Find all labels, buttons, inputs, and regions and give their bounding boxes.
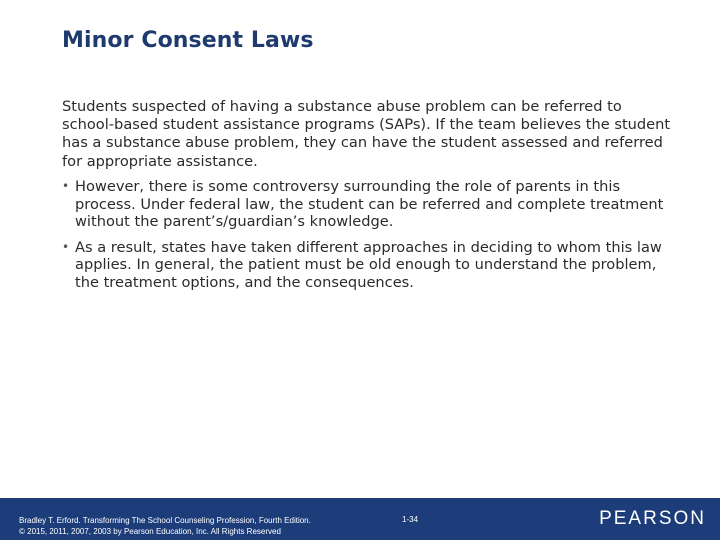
bullet-item	[62, 178, 672, 231]
bullet-item	[62, 239, 672, 292]
citation-line: Bradley T. Erford. Transforming The School Counseling Profession, Fourth Edition.	[19, 516, 311, 525]
footer-bar	[0, 498, 720, 540]
bullet-icon: •	[62, 179, 70, 193]
bullet-icon: •	[62, 239, 70, 254]
slide-title: Minor Consent Laws	[62, 28, 314, 53]
bullet-list	[62, 178, 672, 291]
pearson-logo: PEARSON	[599, 508, 706, 529]
bullet-text: As a result, states have taken different approaches in deciding to whom this law applies. In general, the patient must be old enough to understand the problem, the treatment options, and the consequences.	[75, 238, 662, 291]
bullet-text: However, there is some controversy surrounding the role of parents in this process. Under federal law, the student can be referred and complete treatment without the parent’s/guardian’s knowledge.	[75, 178, 664, 230]
copyright-line: © 2015, 2011, 2007, 2003 by Pearson Education, Inc. All Rights Reserved	[19, 527, 281, 536]
intro-paragraph: Students suspected of having a substance abuse problem can be referred to school-based student assistance programs (SAPs). If the team believes the student has a substance abuse problem, they can have the student assessed and referred for appropriate assistance.	[62, 98, 671, 170]
page-number: 1-34	[402, 515, 419, 524]
footer-citation	[19, 515, 359, 537]
